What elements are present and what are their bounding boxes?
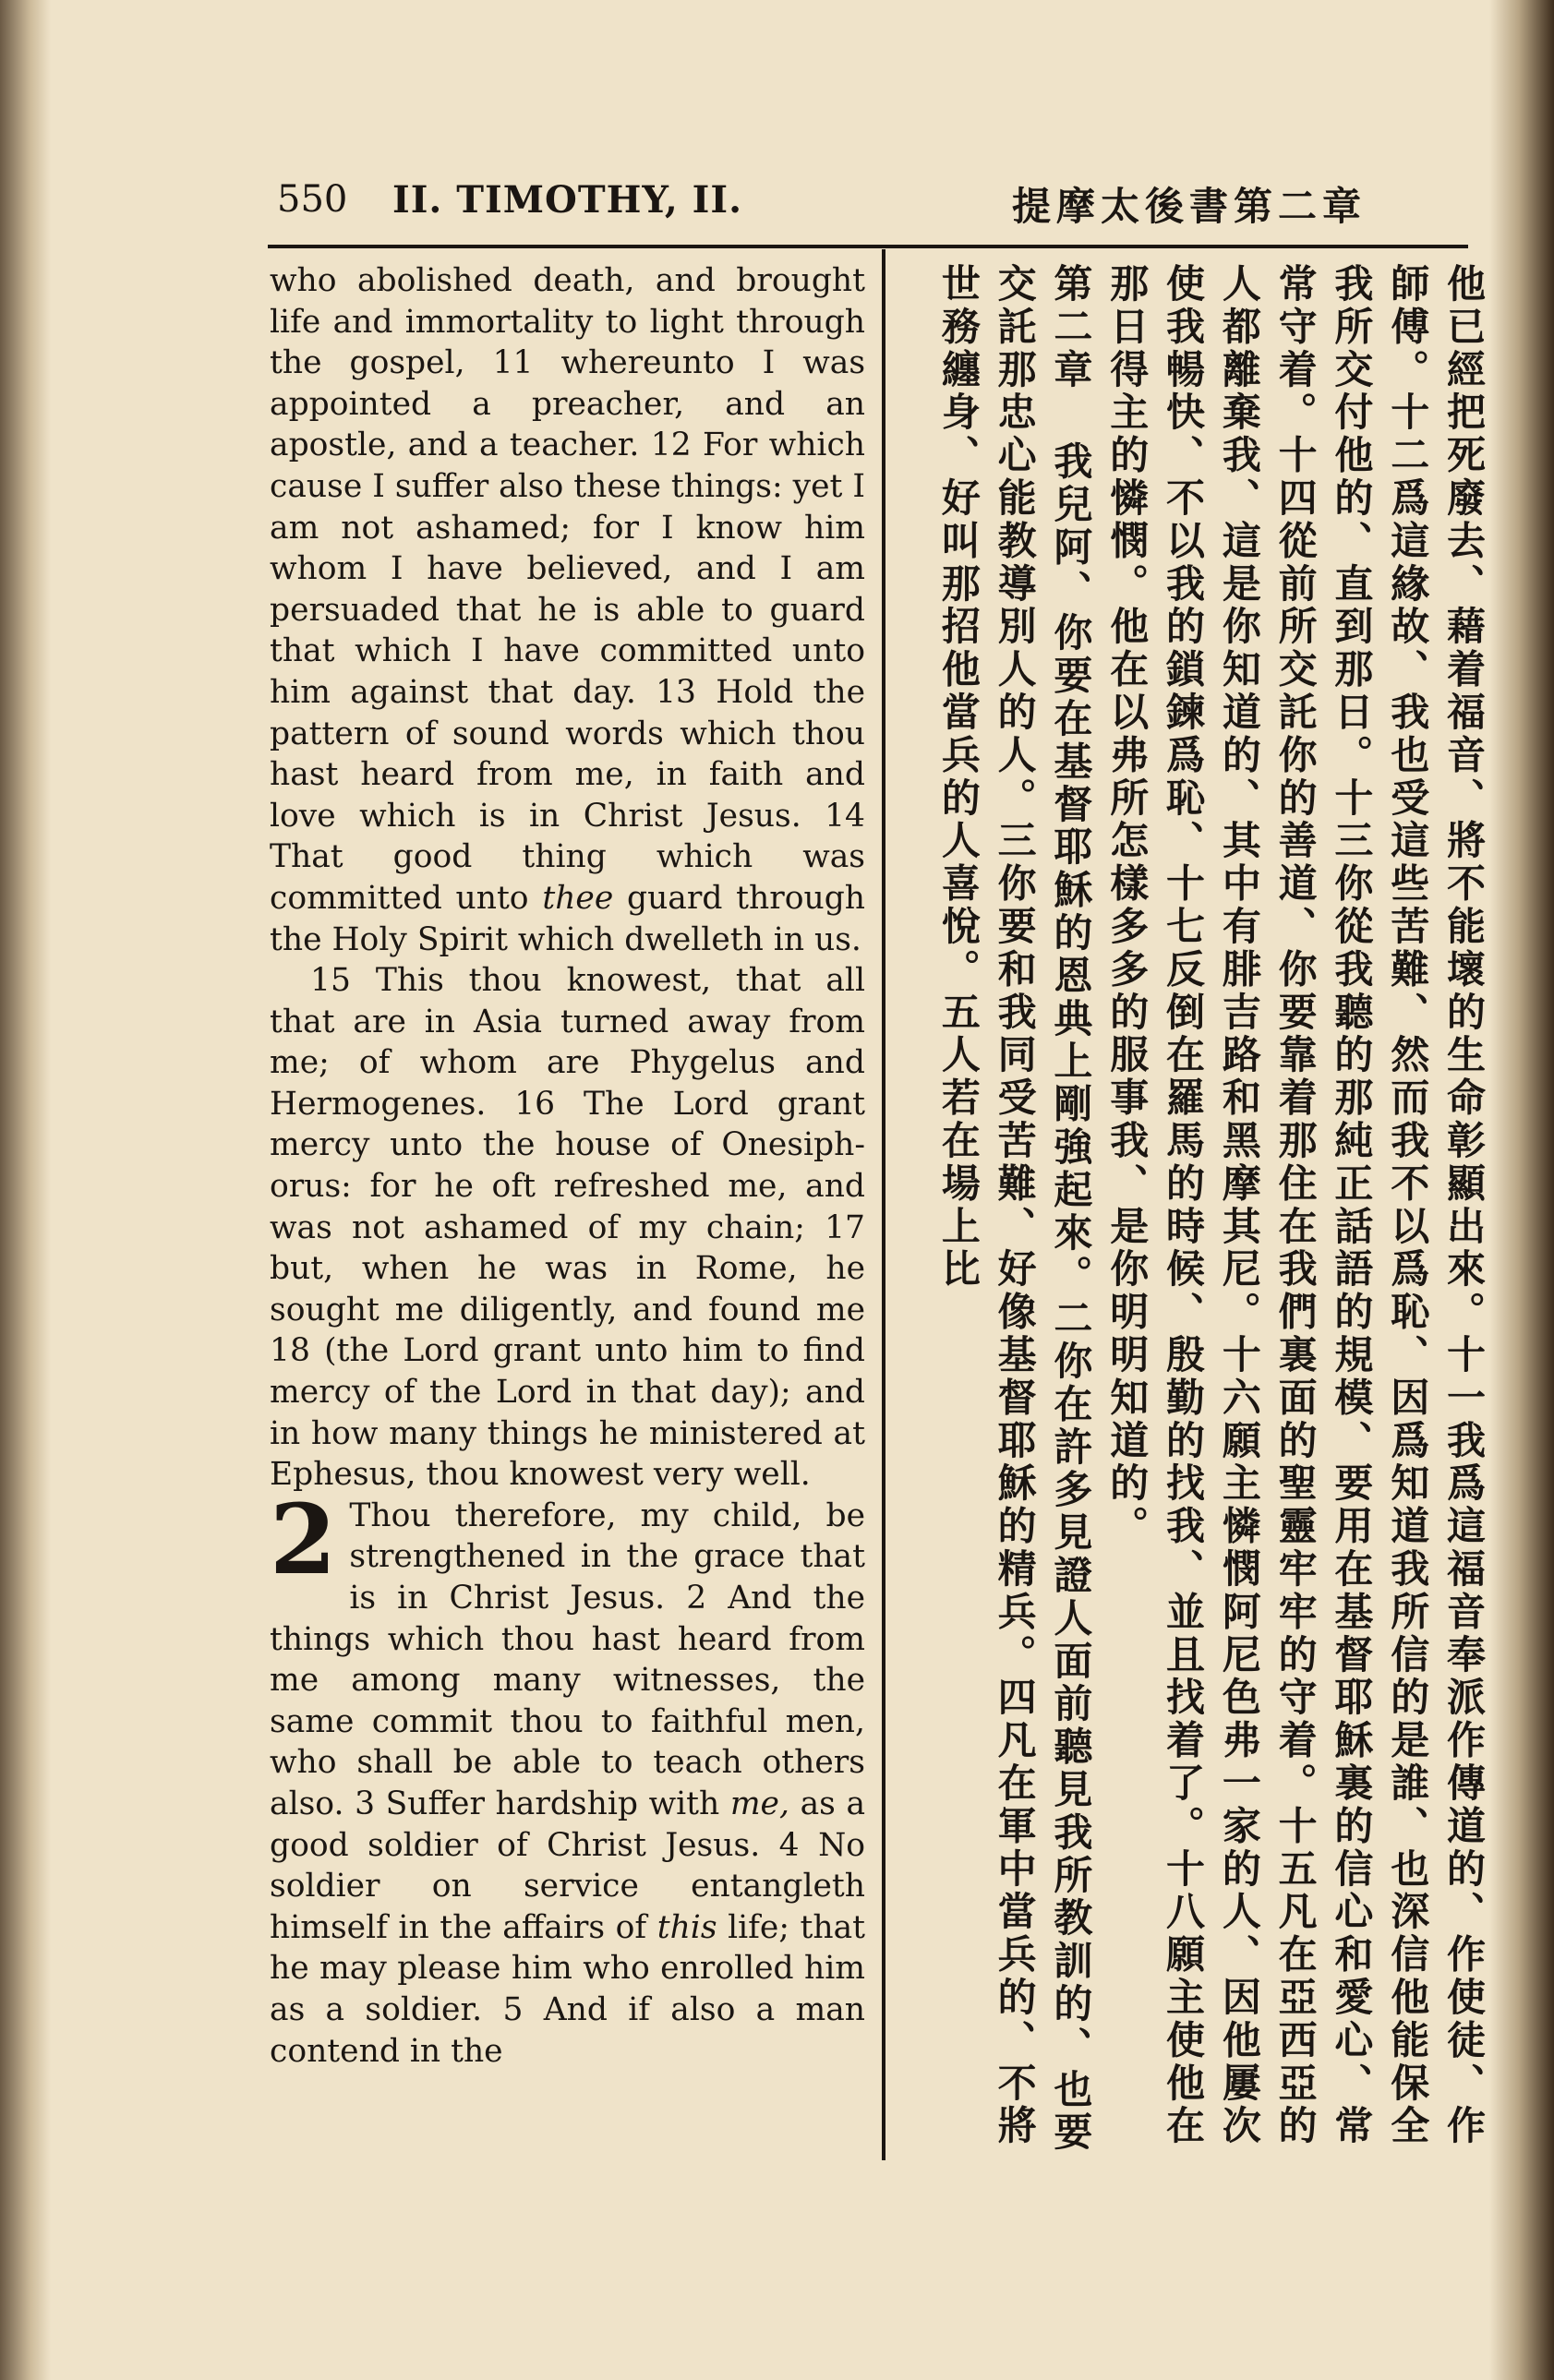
chinese-paragraph: 他已經把死廢去、藉着福音、將不能壞的生命彰顯出來。十一我爲這福音奉派作傳道的、作使徒、作師傅。十二爲這緣故、我也受這些苦難、然而我不以爲恥、因爲知道我所信的是誰、也深信他能保全我所交付他的、直到那日。十三你從我聽的那純正話語的規模、要用在基督耶穌裏的信心和愛心、常常守着。十四從前所交託你的善道、你要靠着那住在我們裏面的聖靈牢牢的守着。十五凡在亞西亞的人都離棄我、這是你知道的、其中有腓吉路和黑摩其尼。十六願主憐憫阿尼色弗一家的人、因他屢次使我暢快、不以我的鎖鍊爲恥、十七反倒在羅馬的時候、殷勤的找我、並且找着了。十八願主使他在那日得主的憐憫。他在以弗所怎樣多多的服事我、是你明明知道的。: [1104, 263, 1487, 2148]
verse-text: Suffer hardship with: [385, 1785, 720, 1822]
verse-number: 12: [650, 427, 692, 464]
verse-number: 3: [355, 1785, 376, 1822]
verse-number: 17: [825, 1208, 865, 1246]
page-edge-left: [0, 0, 51, 2380]
italic-word: me,: [729, 1785, 789, 1822]
verse-text: And the things which thou hast heard from me among many witnesses, the same commit thou to faithful men, who shall be able to teach others also.: [270, 1580, 866, 1822]
verse-number: 16: [514, 1085, 556, 1123]
running-head-english: II. TIMOTHY, II.: [392, 178, 743, 222]
verse-number: 14: [825, 797, 865, 835]
verse-text: as a good soldier of Christ Jesus.: [270, 1785, 866, 1864]
verse-text: (the Lord grant unto him to find mercy of the Lord in that day); and in how many things he ministered at Ephesus, thou knowest very well.: [270, 1332, 866, 1494]
running-header: [268, 171, 1376, 235]
english-paragraph: [270, 260, 865, 960]
verse-number: 13: [656, 673, 696, 711]
verse-text: The Lord grant mercy unto the house of Onesiphorus: for he oft refreshed me, and was not ashamed of my chain;: [270, 1085, 866, 1246]
verse-text: guard through the Holy Spirit which dwelleth in us.: [270, 879, 866, 958]
chinese-text-column: [900, 263, 1491, 2156]
verse-number: 18: [270, 1332, 310, 1370]
verse-text: whereunto I was appointed a preacher, and an apostle, and a teacher.: [270, 344, 866, 464]
verse-number: 2: [686, 1580, 707, 1617]
verse-text: but, when he was in Rome, he sought me diligently, and found me: [270, 1250, 865, 1328]
verse-text: Hold the pattern of sound words which thou hast heard from me, in faith and love which is in Christ Jesus.: [270, 673, 865, 835]
english-paragraph: [270, 1482, 866, 2072]
english-paragraph: [270, 960, 865, 1496]
english-text-column: [270, 260, 865, 2072]
verse-text: For which cause I suffer also these things: yet I am not ashamed; for I know him whom I have believed, and I am persuaded that he is able to guard that which I have committed unto him against that day.: [270, 427, 866, 711]
running-head-chinese: 提摩太後書第二章: [1011, 184, 1367, 229]
page-edge-right: [1489, 0, 1554, 2380]
chinese-paragraph: 第二章 我兒阿、你要在基督耶穌的恩典上剛強起來。二你在許多見證人面前聽見我所教訓的、也要交託那忠心能教導別人的人。三你要和我同受苦難、好像基督耶穌的精兵。四凡在軍中當兵的、不將世務纏身、好叫那招他當兵的人喜悅。五人若在場上比: [935, 263, 1094, 2155]
verse-text: No soldier on service entangleth himself in the affairs of: [270, 1826, 866, 1946]
verse-text: life; that he may please him who enrolled him as a soldier.: [270, 1908, 865, 2028]
verse-text: Thou therefore, my child, be strengthened in the grace that is in Christ Jesus.: [349, 1497, 865, 1617]
page-number: 550: [277, 178, 348, 221]
verse-text: That good thing which was committed unto: [270, 838, 865, 917]
italic-word: thee: [542, 879, 614, 917]
verse-text: who abolished death, and brought life and immortality to light through the gospel,: [270, 262, 865, 382]
verse-number: 5: [502, 1990, 524, 2028]
header-rule: [268, 245, 1468, 248]
verse-text: This thou knowest, that all that are in Asia turned away from me; of whom are Phygelus and Hermogenes.: [270, 962, 865, 1123]
italic-word: this: [657, 1908, 717, 1946]
chapter-number: 2: [270, 1482, 337, 1596]
verse-number: 15: [310, 962, 351, 1000]
verse-number: 11: [492, 344, 534, 382]
verse-number: 4: [778, 1826, 800, 1864]
column-divider: [882, 249, 885, 2160]
verse-text: And if also a man contend in the: [270, 1990, 866, 2070]
